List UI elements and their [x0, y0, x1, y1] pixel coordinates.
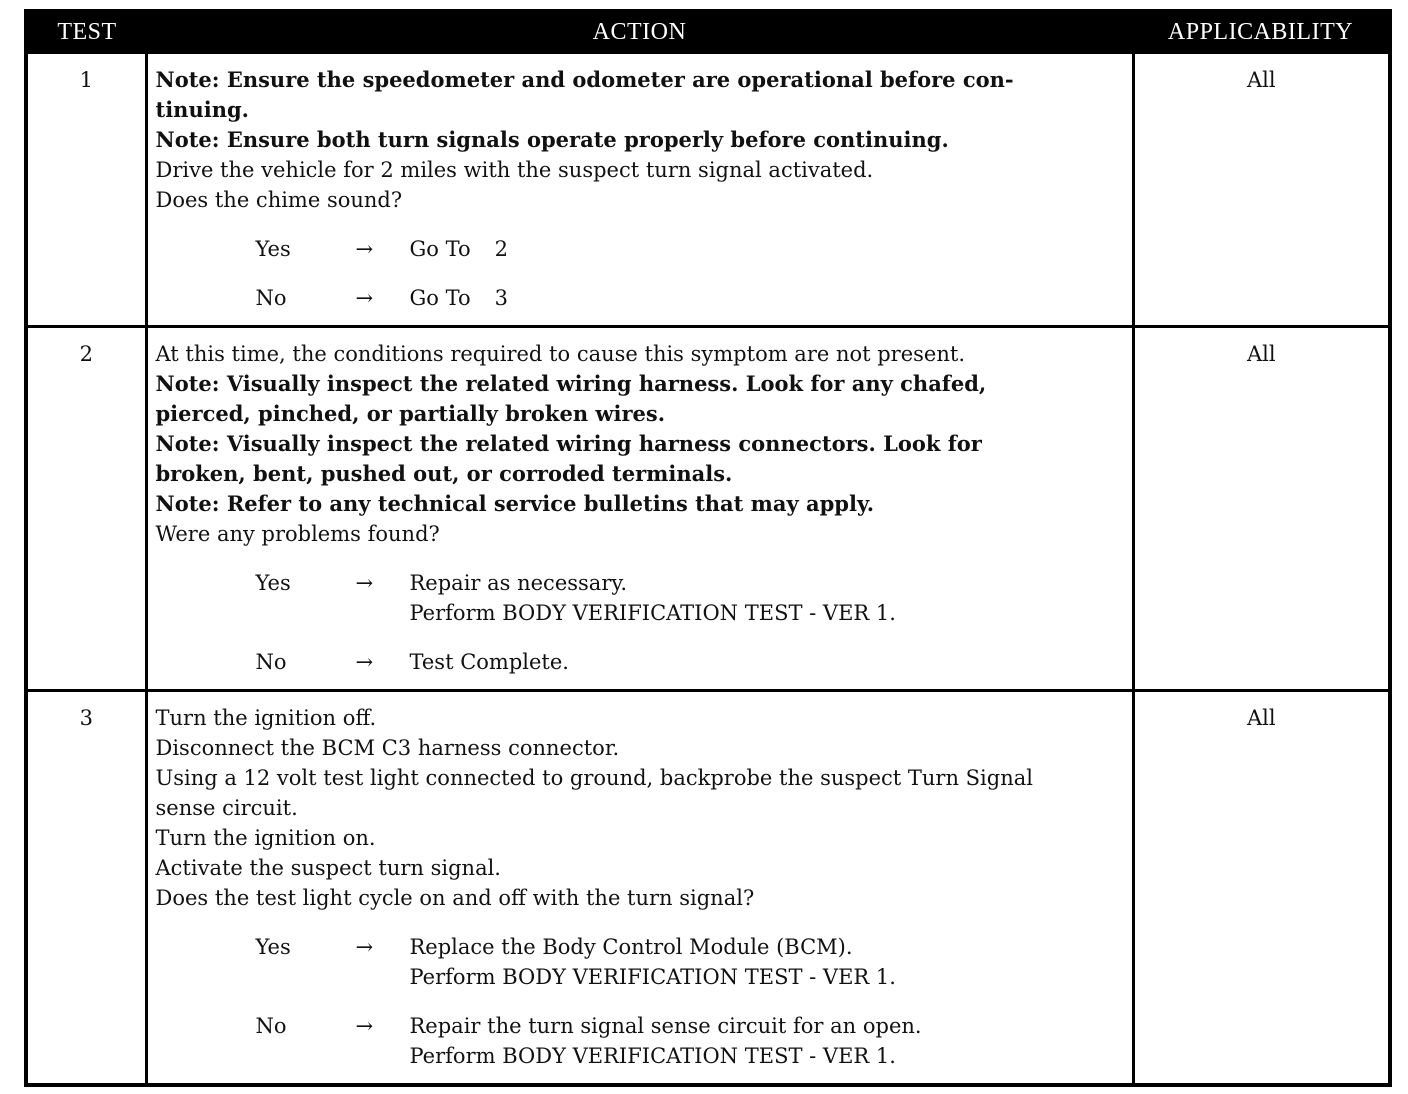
answer-key: Yes [255, 571, 291, 595]
table-row [26, 691, 1390, 1086]
result-line [410, 647, 1124, 677]
answer-key: No [255, 650, 287, 674]
result-line [410, 283, 1124, 313]
answer-key: Yes [255, 237, 291, 261]
goto-target: 2 [494, 237, 508, 261]
result-line [410, 962, 1124, 992]
result-line [410, 234, 1124, 264]
result-line [410, 932, 1124, 962]
header-test: TEST [26, 11, 146, 53]
goto-target: 3 [494, 286, 508, 310]
arrow-right-icon: → [355, 237, 374, 261]
table-header [26, 11, 1390, 53]
action-cell [146, 327, 1133, 691]
note-line: Note: Refer to any technical service bulletins that may apply. [155, 491, 875, 516]
result-line [410, 598, 1124, 628]
answer-result [410, 932, 1124, 992]
arrow-right-icon: → [355, 571, 374, 595]
action-cell [146, 53, 1133, 327]
instruction-line: Does the chime sound? [155, 188, 403, 212]
instruction-line: Drive the vehicle for 2 miles with the suspect turn signal activated. [155, 158, 874, 182]
result-text: Perform BODY VERIFICATION TEST - VER 1. [409, 1044, 896, 1068]
result-text: Go To [409, 237, 471, 261]
applicability-value: All [1133, 53, 1390, 327]
instruction-line: Activate the suspect turn signal. [155, 856, 501, 880]
result-text: Perform BODY VERIFICATION TEST - VER 1. [409, 601, 896, 625]
result-text: Test Complete. [409, 650, 569, 674]
action-cell [146, 691, 1133, 1086]
result-line [410, 1041, 1124, 1071]
arrow-right-icon: → [355, 650, 374, 674]
instruction-line: Disconnect the BCM C3 harness connector. [155, 736, 620, 760]
answer-result [410, 568, 1124, 628]
answer-key: No [255, 1014, 287, 1038]
arrow-right-icon: → [355, 1014, 374, 1038]
instruction-line: sense circuit. [155, 796, 298, 820]
answer-result [410, 1011, 1124, 1071]
header-action: ACTION [146, 11, 1133, 53]
answer-branch [156, 283, 1124, 313]
test-number: 3 [26, 691, 146, 1086]
applicability-value: All [1133, 691, 1390, 1086]
result-text: Repair as necessary. [409, 571, 628, 595]
result-line [410, 568, 1124, 598]
note-line: broken, bent, pushed out, or corroded terminals. [155, 461, 733, 486]
table-row [26, 53, 1390, 327]
diagnostic-table [24, 9, 1392, 1087]
result-text: Go To [409, 286, 471, 310]
applicability-value: All [1133, 327, 1390, 691]
answer-branch [156, 932, 1124, 992]
note-line: Note: Ensure the speedometer and odometer are operational before con- [155, 67, 1014, 92]
arrow-right-icon: → [355, 286, 374, 310]
instruction-line: Using a 12 volt test light connected to ground, backprobe the suspect Turn Signal [155, 766, 1033, 790]
result-text: Replace the Body Control Module (BCM). [409, 935, 853, 959]
note-line: tinuing. [155, 97, 249, 122]
note-line: Note: Visually inspect the related wiring harness. Look for any chafed, [155, 371, 987, 396]
instruction-line: Turn the ignition off. [155, 706, 377, 730]
test-number: 1 [26, 53, 146, 327]
note-line: Note: Visually inspect the related wiring harness connectors. Look for [155, 431, 982, 456]
note-line: pierced, pinched, or partially broken wires. [155, 401, 666, 426]
arrow-right-icon: → [355, 935, 374, 959]
answer-result [410, 283, 1124, 313]
answer-branch [156, 647, 1124, 677]
header-applicability: APPLICABILITY [1133, 11, 1390, 53]
answer-result [410, 647, 1124, 677]
answer-branch [156, 234, 1124, 264]
table-body [26, 53, 1390, 1086]
test-number: 2 [26, 327, 146, 691]
answer-result [410, 234, 1124, 264]
result-text: Perform BODY VERIFICATION TEST - VER 1. [409, 965, 896, 989]
table-row [26, 327, 1390, 691]
result-text: Repair the turn signal sense circuit for an open. [409, 1014, 922, 1038]
answer-branch [156, 1011, 1124, 1071]
instruction-line: Were any problems found? [155, 522, 440, 546]
instruction-line: Does the test light cycle on and off with the turn signal? [155, 886, 755, 910]
answer-branch [156, 568, 1124, 628]
answer-key: Yes [255, 935, 291, 959]
answer-key: No [255, 286, 287, 310]
instruction-line: At this time, the conditions required to cause this symptom are not present. [155, 342, 965, 366]
note-line: Note: Ensure both turn signals operate properly before continuing. [155, 127, 949, 152]
instruction-line: Turn the ignition on. [155, 826, 376, 850]
result-line [410, 1011, 1124, 1041]
